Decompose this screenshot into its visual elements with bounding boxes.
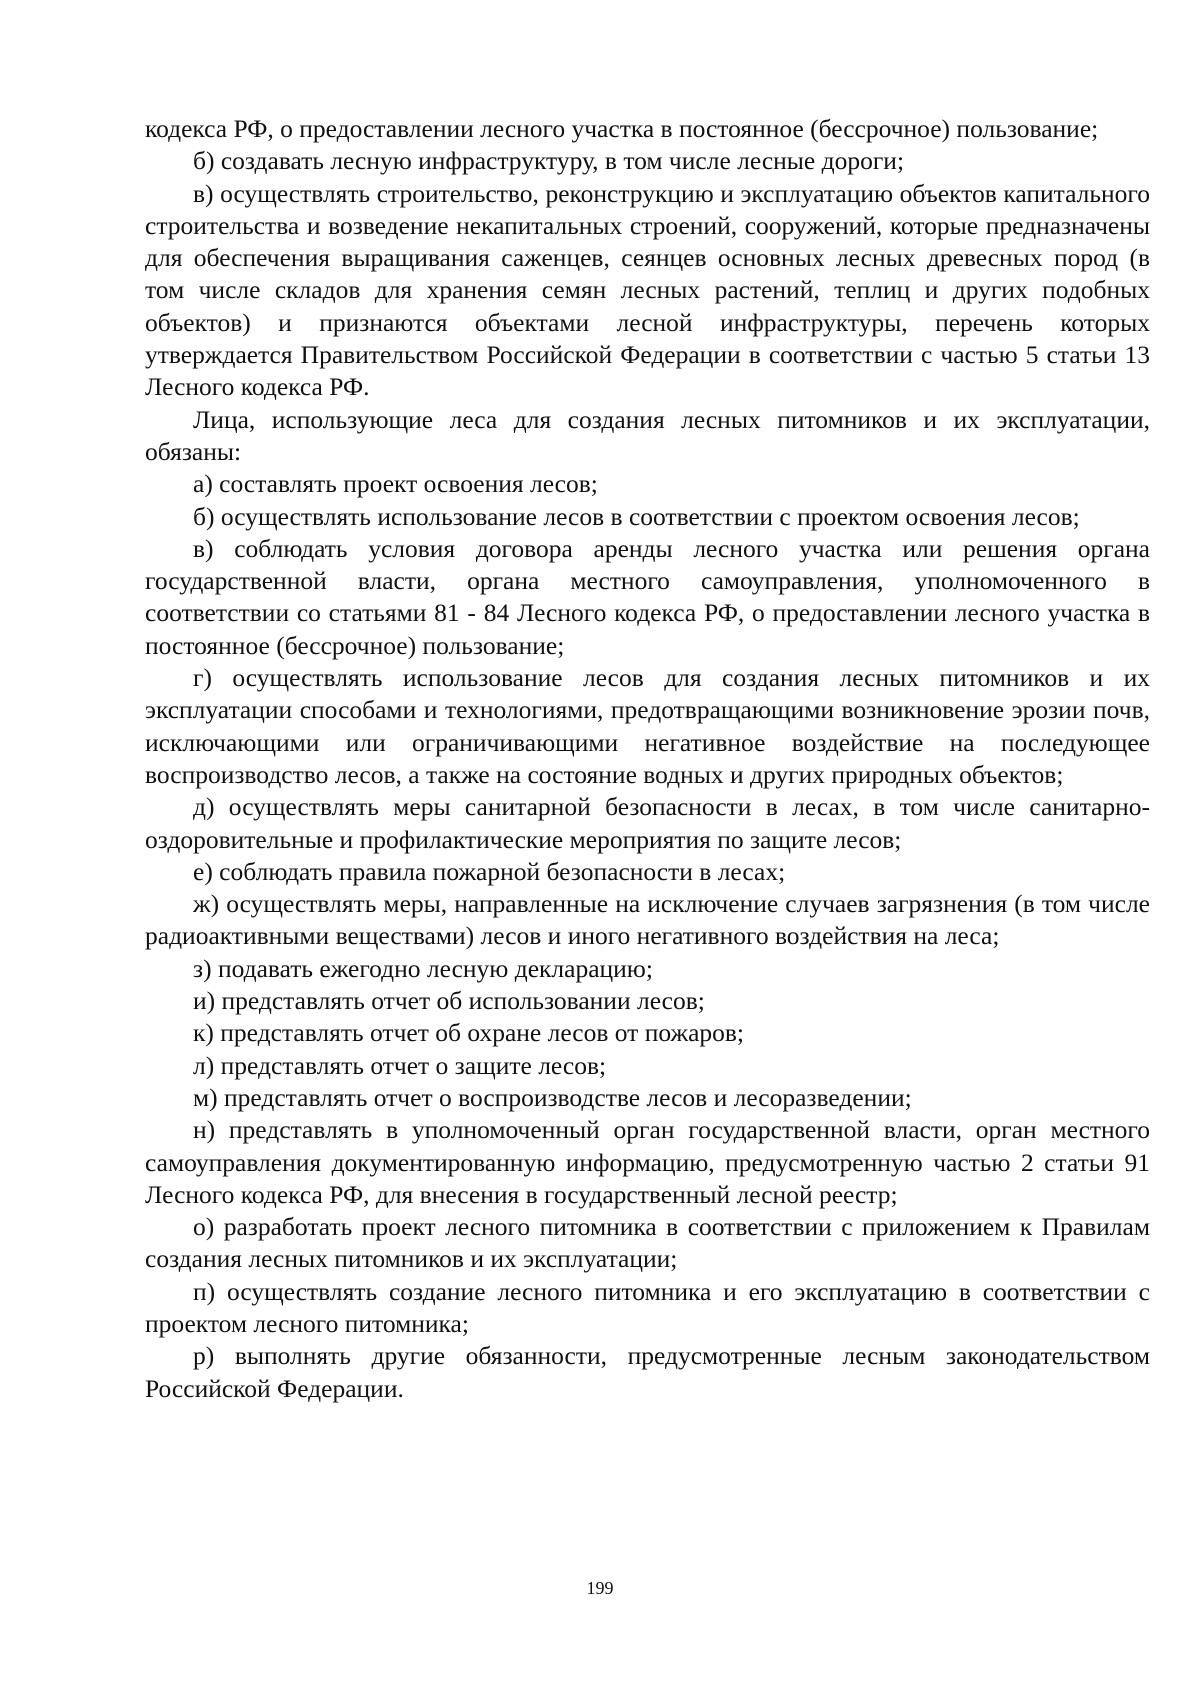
paragraph: м) представлять отчет о воспроизводстве лесов и лесоразведении; — [193, 1082, 912, 1112]
paragraph: ж) осуществлять меры, направленные на исключение случаев загрязнения (в том числе радиоактивными веществами) лесов и иного негативного воздействия на леса; — [145, 889, 1150, 951]
paragraph: о) разработать проект лесного питомника в соответствии с приложением к Правилам создания лесных питомников и их эксплуатации; — [145, 1212, 1150, 1274]
paragraph: б) осуществлять использование лесов в соответствии с проектом освоения лесов; — [193, 501, 1080, 531]
paragraph: и) представлять отчет об использовании лесов; — [193, 986, 705, 1016]
paragraph: к) представлять отчет об охране лесов от пожаров; — [193, 1018, 745, 1048]
document-body — [145, 113, 1150, 1405]
paragraph: д) осуществлять меры санитарной безопасности в лесах, в том числе санитарно-оздоровительные и профилактические мероприятия по защите лесов; — [145, 792, 1150, 854]
paragraph: в) соблюдать условия договора аренды лесного участка или решения органа государственной власти, органа местного самоуправления, уполномоченного в соответствии со статьями 81 - 84 Лесного кодекса РФ, о предоставлении лесного участка в постоянное (бессрочное) пользование; — [145, 533, 1150, 660]
paragraph: п) осуществлять создание лесного питомника и его эксплуатацию в соответствии с проектом лесного питомника; — [145, 1276, 1150, 1338]
paragraph: р) выполнять другие обязанности, предусмотренные лесным законодательством Российской Федерации. — [145, 1341, 1150, 1403]
paragraph: б) создавать лесную инфраструктуру, в том числе лесные дороги; — [193, 146, 905, 176]
paragraph: н) представлять в уполномоченный орган государственной власти, орган местного самоуправления документированную информацию, предусмотренную частью 2 статьи 91 Лесного кодекса РФ, для внесения в государственный лесной реестр; — [145, 1115, 1150, 1209]
paragraph: г) осуществлять использование лесов для создания лесных питомников и их эксплуатации способами и технологиями, предотвращающими возникновение эрозии почв, исключающими или ограничивающими негативное воздействие на последующее воспроизводство лесов, а также на состояние водных и других природных объектов; — [145, 663, 1150, 789]
paragraph: кодекса РФ, о предоставлении лесного участка в постоянное (бессрочное) пользование; — [145, 114, 1099, 143]
paragraph: в) осуществлять строительство, реконструкцию и эксплуатацию объектов капитального строительства и возведение некапитальных строений, сооружений, которые предназначены для обеспечения выращивания саженцев, сеянцев основных лесных древесных пород (в том числе складов для хранения семян лесных растений, теплиц и других подобных объектов) и признаются объектами лесной инфраструктуры, перечень которых утверждается Правительством Российской Федерации в соответствии с частью 5 статьи 13 Лесного кодекса РФ. — [145, 178, 1150, 402]
paragraph: з) подавать ежегодно лесную декларацию; — [193, 953, 653, 983]
paragraph: е) соблюдать правила пожарной безопасности в лесах; — [193, 856, 786, 886]
paragraph: Лица, использующие леса для создания лесных питомников и их эксплуатации, обязаны: — [145, 404, 1150, 466]
paragraph: а) составлять проект освоения лесов; — [193, 469, 598, 499]
page-number: 199 — [586, 1578, 614, 1598]
paragraph: л) представлять отчет о защите лесов; — [193, 1050, 607, 1080]
